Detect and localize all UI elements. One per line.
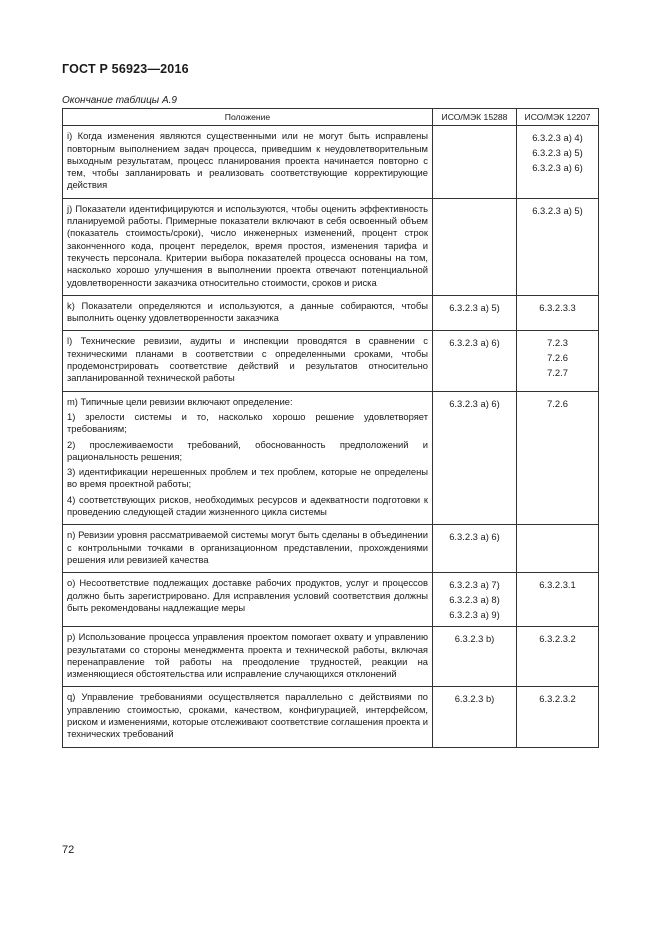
- cell-position: [63, 627, 433, 687]
- document-title: ГОСТ Р 56923—2016: [62, 62, 189, 76]
- cell-iso12207: [517, 126, 599, 198]
- clause-reference: 6.3.2.3.3: [539, 301, 576, 313]
- clause-reference: 7.2.6: [547, 352, 568, 364]
- cell-iso15288: [433, 126, 517, 198]
- table-caption: Окончание таблицы А.9: [62, 95, 177, 106]
- cell-iso12207: [517, 295, 599, 331]
- clause-reference: 6.3.2.3 а) 6): [449, 337, 500, 349]
- column-header-position: Положение: [63, 109, 433, 126]
- clause-reference: 6.3.2.3 а) 6): [449, 531, 500, 543]
- cell-position: [63, 126, 433, 198]
- cell-iso12207: [517, 198, 599, 295]
- cell-position: [63, 198, 433, 295]
- clause-reference: 6.3.2.3.2: [539, 693, 576, 705]
- clause-reference: 6.3.2.3 а) 5): [449, 301, 500, 313]
- table-row: [63, 573, 599, 627]
- cell-iso12207: [517, 573, 599, 627]
- clause-reference: 6.3.2.3 а) 7): [449, 579, 500, 591]
- position-paragraph: 2) прослеживаемости требований, обоснованность предположений и рациональность решения;: [67, 438, 428, 462]
- position-paragraph: 3) идентификации нерешенных проблем и тех проблем, которые не определены во время проектной работы;: [67, 466, 428, 490]
- cell-position: [63, 687, 433, 747]
- cell-iso15288: [433, 331, 517, 391]
- position-paragraph: 1) зрелости системы и то, насколько хорошо решение удовлетворяет требованиям;: [67, 410, 428, 435]
- cell-iso15288: [433, 627, 517, 687]
- clause-reference: 6.3.2.3.1: [539, 579, 576, 591]
- cell-iso15288: [433, 687, 517, 747]
- clause-reference: 6.3.2.3 b): [454, 633, 495, 645]
- cell-position: [63, 573, 433, 627]
- clause-reference: 6.3.2.3.2: [539, 633, 576, 645]
- position-paragraph: k) Показатели определяются и используются, а данные собираются, чтобы выполнить оценку удовлетворенности заказчика: [67, 299, 428, 324]
- cell-position: [63, 391, 433, 525]
- position-paragraph: p) Использование процесса управления проектом помогает охвату и управлению результатами со стороны менеджмента проекта и технической работы, включая перенаправление той работы на преодоление трудностей, реакции на изменяющиеся обстоятельства или исправление случающихся отклонений: [67, 631, 428, 680]
- cell-position: [63, 331, 433, 391]
- clause-reference: 7.2.6: [547, 397, 568, 409]
- clause-reference: 6.3.2.3 а) 8): [449, 594, 500, 606]
- position-paragraph: m) Типичные цели ревизии включают определение:: [67, 395, 293, 407]
- position-paragraph: j) Показатели идентифицируются и используются, чтобы оценить эффективность планируемой работы. Примерные показатели включают в себя освоенный объем (показатель стоимость/сроки), число инженерных изменений, процент строк законченного кода, процент переделок, время простоя, изменения тарифа и текучесть персонала. Критерии выбора показателей процесса основаны на том, насколько хорошо улучшения в выполнении проекта отвечают потенциальной удовлетворенности заказчика относительно стоимости, сроков и риска: [67, 202, 428, 288]
- cell-position: [63, 295, 433, 331]
- table-row: [63, 525, 599, 573]
- clause-reference: 7.2.3: [547, 337, 568, 349]
- table-row: [63, 198, 599, 295]
- clause-reference: 6.3.2.3 b): [454, 693, 495, 705]
- column-header-iso15288: ИСО/МЭК 15288: [433, 109, 517, 126]
- cell-iso12207: [517, 627, 599, 687]
- position-paragraph: 4) соответствующих рисков, необходимых ресурсов и адекватности подготовки к проведению следующей стадии жизненного цикла системы: [67, 493, 428, 518]
- clause-reference: 6.3.2.3 а) 6): [449, 397, 500, 409]
- cell-iso12207: [517, 525, 599, 573]
- table-row: [63, 331, 599, 391]
- table-row: [63, 391, 599, 525]
- clause-reference: 6.3.2.3 а) 6): [532, 162, 583, 174]
- clause-reference: 7.2.7: [547, 367, 568, 379]
- table-body: [63, 126, 599, 747]
- column-header-iso12207: ИСО/МЭК 12207: [517, 109, 599, 126]
- position-paragraph: n) Ревизии уровня рассматриваемой системы могут быть сделаны в объединении с контрольными точками в организационном представлении, прохождениями решения или ревизией качества: [67, 529, 428, 565]
- table-row: [63, 687, 599, 747]
- page-number: 72: [62, 844, 75, 856]
- table-row: [63, 627, 599, 687]
- requirements-table: [62, 108, 599, 748]
- cell-iso12207: [517, 331, 599, 391]
- position-paragraph: o) Несоответствие подлежащих доставке рабочих продуктов, услуг и процессов должно быть зарегистрировано. Для исправления условий соответствия должны быть рекомендованы надлежащие меры: [67, 577, 428, 613]
- clause-reference: 6.3.2.3 а) 9): [449, 609, 500, 621]
- clause-reference: 6.3.2.3 а) 5): [532, 204, 583, 216]
- clause-reference: 6.3.2.3 а) 5): [532, 147, 583, 159]
- cell-iso15288: [433, 391, 517, 525]
- cell-iso15288: [433, 295, 517, 331]
- table-row: [63, 126, 599, 198]
- cell-iso15288: [433, 573, 517, 627]
- cell-iso15288: [433, 198, 517, 295]
- cell-iso12207: [517, 687, 599, 747]
- cell-iso12207: [517, 391, 599, 525]
- cell-iso15288: [433, 525, 517, 573]
- clause-reference: 6.3.2.3 а) 4): [532, 132, 583, 144]
- cell-position: [63, 525, 433, 573]
- position-paragraph: l) Технические ревизии, аудиты и инспекции проводятся в сравнении с техническими планами в соответствии с определенными сроками, чтобы продемонстрировать соответствие действий и результатов относительно запланированной технической работы: [67, 335, 428, 384]
- position-paragraph: q) Управление требованиями осуществляется параллельно с действиями по управлению стоимостью, сроками, качеством, конфигурацией, интерфейсом, риском и изменениями, которые отслеживают соответствие соглашения проекта и технических требований: [67, 691, 428, 740]
- table-header-row: [63, 109, 599, 126]
- table-row: [63, 295, 599, 331]
- position-paragraph: i) Когда изменения являются существенными или не могут быть исправлены повторным выполнением задач процесса, приведшим к неудовлетворительным выходным результатам, процесс планирования проекта начинается повторно с тем, чтобы запланировать и реализовать соответствующие корректирующие действия: [67, 130, 428, 191]
